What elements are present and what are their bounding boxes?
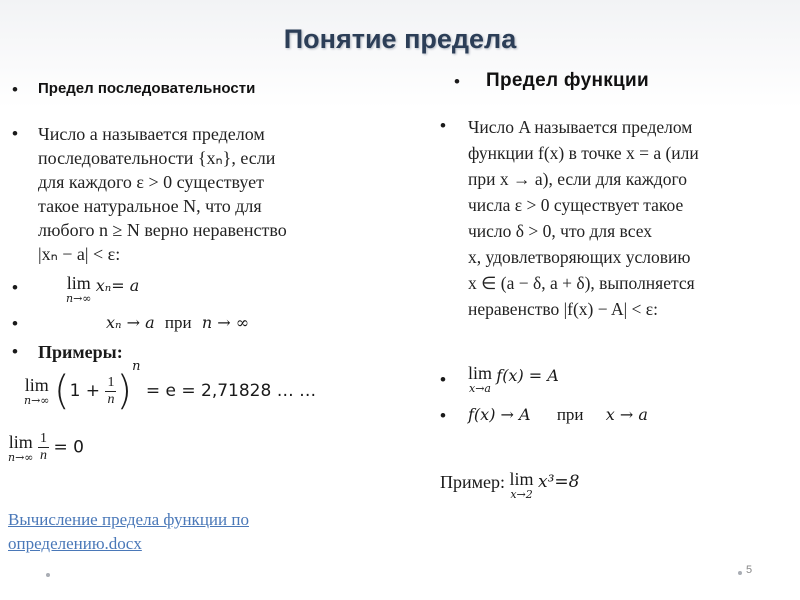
e-result: = e = 2,71828 … … — [140, 381, 317, 401]
definition-line: x, удовлетворяющих условию — [468, 247, 691, 267]
bullet: • — [12, 278, 18, 297]
definition-line: такое натуральное N, что для — [38, 196, 262, 216]
right-paren: ) — [116, 368, 133, 414]
fraction: $\frac{1}{n}$ — [39, 431, 47, 463]
limit-expression: xₙ= a — [95, 276, 140, 295]
definition-line: |xₙ − a| < ε: — [38, 244, 121, 264]
definition-line: для каждого ε > 0 существует — [38, 172, 265, 192]
when-word: при — [556, 405, 584, 424]
footer-dot — [46, 573, 50, 577]
exponent: n — [132, 359, 141, 375]
function-arrow-notation — [468, 405, 648, 425]
bullet: • — [12, 80, 18, 99]
definition-line: x ∈ (a − δ, a + δ), выполняется — [468, 273, 695, 293]
definition-line: любого n ≥ N верно неравенство — [38, 220, 287, 240]
left-heading: Предел последовательности — [38, 80, 256, 97]
bullet: • — [440, 116, 446, 135]
limit-operator: lim n→∞ — [24, 375, 50, 407]
bullet: • — [454, 72, 460, 91]
limit-operator: lim x→2 — [509, 469, 534, 501]
definition-line: Число A называется пределом — [468, 117, 693, 137]
when-word: при — [164, 313, 192, 332]
limit-operator: lim n→∞ — [8, 431, 34, 464]
definition-line: последовательности {xₙ}, если — [38, 148, 276, 168]
limit-operator: lim x→a — [468, 363, 493, 395]
example-expression: x³=8 — [538, 472, 580, 492]
limit-expression: f(x) = A — [496, 366, 559, 385]
example-one-over-n-limit — [8, 432, 84, 463]
function-limit-definition — [468, 114, 793, 322]
zero-result: = 0 — [53, 437, 84, 458]
bullet: • — [12, 124, 18, 143]
example-e-limit — [24, 359, 317, 414]
example-label: Пример: — [440, 472, 506, 492]
footer-dot — [738, 571, 742, 575]
limit-operator: lim n→∞ — [66, 273, 92, 305]
arrow-condition: n → ∞ — [201, 313, 250, 332]
definition-line: число δ > 0, что для всех — [468, 221, 652, 241]
left-paren: ( — [53, 368, 70, 414]
docx-link[interactable]: Вычисление предела функции по определению.docx — [8, 510, 249, 553]
sequence-limit-notation — [66, 274, 139, 304]
definition-line: функции f(x) в точке x = a (или — [468, 143, 699, 163]
arrow-expression: xₙ → a — [106, 313, 155, 332]
fraction: $\frac{1}{n}$ — [107, 374, 115, 407]
bullet: • — [440, 370, 446, 389]
definition-line: Число a называется пределом — [38, 124, 265, 144]
slide-title: Понятие предела — [283, 24, 517, 54]
bullet: • — [440, 406, 446, 425]
bullet: • — [12, 314, 18, 333]
page-number: 5 — [746, 564, 753, 576]
definition-line: числа ε > 0 существует такое — [468, 195, 684, 215]
arrow-condition: x → a — [605, 405, 648, 424]
examples-label: Примеры: — [38, 342, 123, 362]
bullet: • — [12, 342, 18, 361]
sequence-arrow-notation — [106, 313, 249, 333]
sequence-limit-definition — [38, 122, 388, 266]
arrow-expression: f(x) → A — [468, 405, 531, 424]
definition-line: неравенство |f(x) − A| < ε: — [468, 299, 658, 319]
function-example — [440, 470, 580, 500]
function-limit-notation — [468, 364, 559, 394]
right-heading: Предел функции — [486, 70, 649, 91]
one-plus: 1 + — [69, 381, 106, 401]
definition-line: при x → a), если для каждого — [468, 169, 687, 189]
